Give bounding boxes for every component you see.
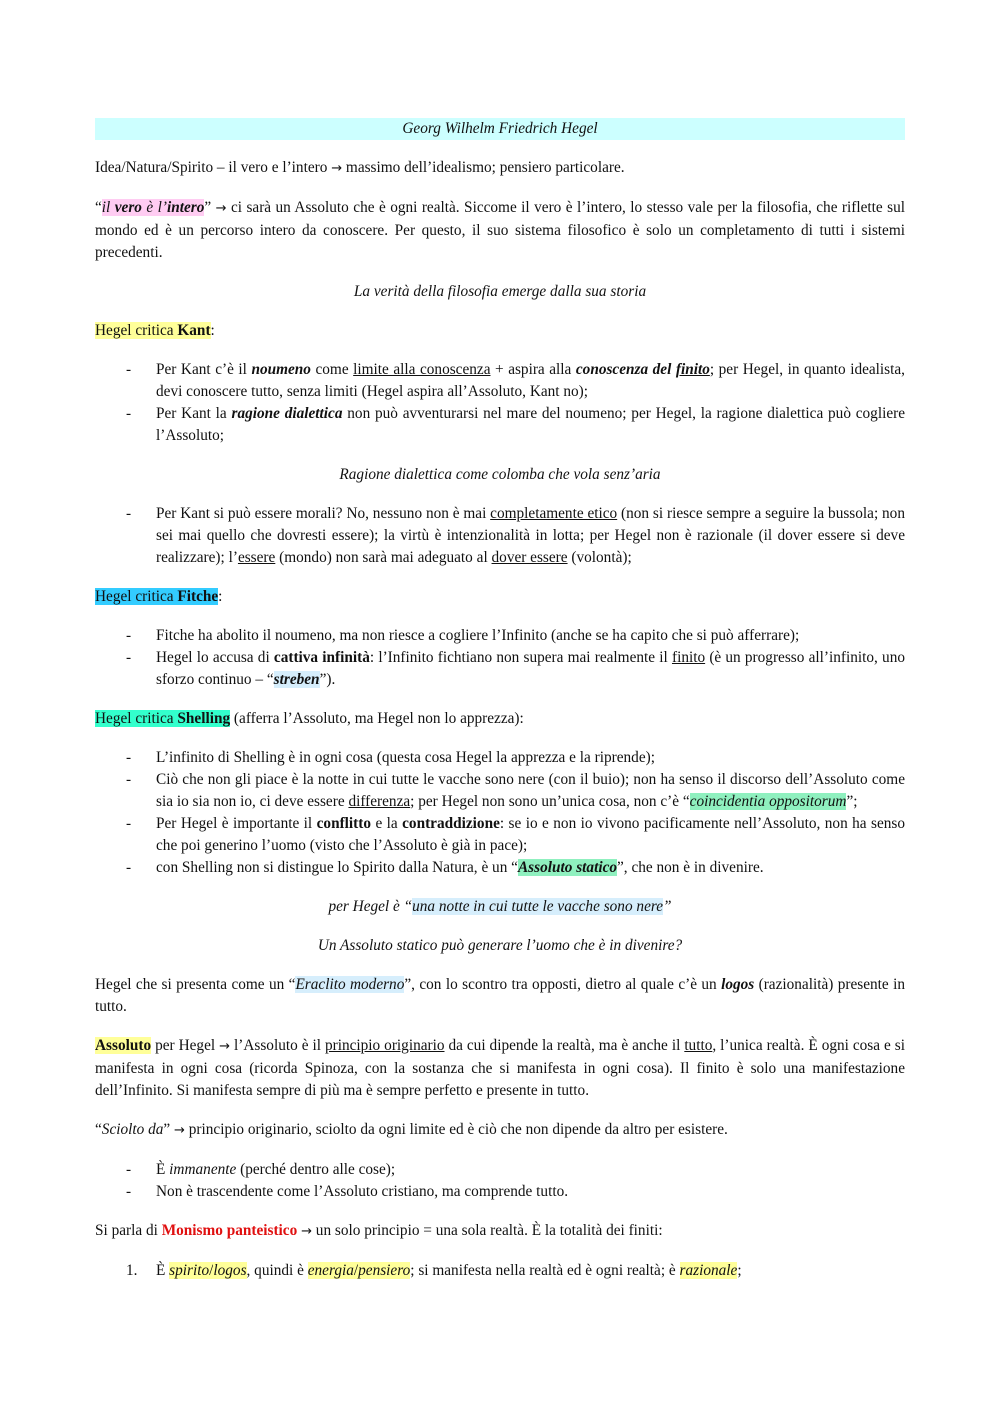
list-item: - È immanente (perché dentro alle cose); (95, 1159, 905, 1181)
arrow-icon: → (331, 161, 343, 176)
centered-quote: La verità della filosofia emerge dalla sua storia (353, 283, 647, 300)
heading-kant: Hegel critica Kant: (95, 322, 215, 339)
highlight-quote: il vero è l’intero (101, 199, 205, 216)
list-item: - Fitche ha abolito il noumeno, ma non riesce a cogliere l’Infinito (anche se ha capito che si può afferrare); (95, 625, 905, 647)
highlight-heading: Hegel critica Shelling (95, 710, 231, 727)
highlight-heading: Hegel critica Kant (95, 322, 211, 339)
list-item: - con Shelling non si distingue lo Spirito dalla Natura, è un “Assoluto statico”, che non è in divenire. (95, 857, 905, 879)
centered-quote: per Hegel è “una notte in cui tutte le vacche sono nere” (328, 898, 672, 915)
list-kant-morale (95, 503, 905, 569)
list-fichte (95, 625, 905, 691)
document-page (95, 118, 905, 1299)
heading-shelling: Hegel critica Shelling (afferra l’Assoluto, ma Hegel non lo apprezza): (95, 710, 524, 727)
list-shelling (95, 747, 905, 879)
heading-fichte: Hegel critica Fitche: (95, 588, 223, 605)
arrow-icon: → (301, 1224, 312, 1239)
list-item: - Per Hegel è importante il conflitto e la contraddizione: se io e non io vivono pacificamente nell’Assoluto, non ha senso che poi generino l’uomo (visto che l’Assoluto è già in pace); (95, 813, 905, 857)
list-item: - Per Kant c’è il noumeno come limite alla conoscenza + aspira alla conoscenza del finito; per Hegel, in quanto idealista, devi conoscere tutto, senza limiti (Hegel aspira all’Assoluto, Kant no); (95, 359, 905, 403)
arrow-icon: → (219, 1039, 231, 1054)
list-immanente (95, 1159, 905, 1203)
list-item: - Hegel lo accusa di cattiva infinità: l’Infinito fichtiano non supera mai realmente il finito (è un progresso all’infinito, uno sforzo continuo – “streben”). (95, 647, 905, 691)
centered-quote: Un Assoluto statico può generare l’uomo che è in divenire? (317, 937, 683, 954)
paragraph-intro: Idea/Natura/Spirito – il vero e l’intero → massimo dell’idealismo; pensiero particolare. (95, 159, 625, 176)
paragraph-sciolto: “Sciolto da” → principio originario, sciolto da ogni limite ed è ciò che non dipende da altro per esistere. (95, 1121, 728, 1138)
list-kant (95, 359, 905, 447)
list-item: - L’infinito di Shelling è in ogni cosa (questa cosa Hegel la apprezza e la riprende); (95, 747, 905, 769)
highlight-heading: Hegel critica Fitche (95, 588, 219, 605)
paragraph-monismo: Si parla di Monismo panteistico → un solo principio = una sola realtà. È la totalità dei finiti: (95, 1222, 663, 1239)
paragraph-vero-intero: “il vero è l’intero” → ci sarà un Assoluto che è ogni realtà. Siccome il vero è l’intero, lo stesso vale per la filosofia, che riflette sul mondo ed è un percorso intero da conoscere. Per questo, il suo sistema filosofico è solo un completamento di tutti i sistemi precedenti. (95, 199, 905, 261)
paragraph-assoluto: Assoluto per Hegel → l’Assoluto è il principio originario da cui dipende la realtà, ma è anche il tutto, l’unica realtà. È ogni cosa e si manifesta in ogni cosa (ricorda Spinoza, con la sostanza che si manifesta in ogni cosa). Il finito è solo una manifestazione dell’Infinito. Si manifesta sempre di più ma è sempre perfetto e presente in tutto. (95, 1037, 906, 1099)
list-item: - Non è trascendente come l’Assoluto cristiano, ma comprende tutto. (95, 1181, 905, 1203)
arrow-icon: → (174, 1123, 185, 1138)
list-item: - Per Kant la ragione dialettica non può avventurarsi nel mare del noumeno; per Hegel, la ragione dialettica può cogliere l’Assoluto; (95, 403, 905, 447)
centered-quote: Ragione dialettica come colomba che vola senz’aria (339, 466, 661, 483)
document-title: Georg Wilhelm Friedrich Hegel (95, 118, 905, 140)
list-item: 1. È spirito/logos, quindi è energia/pensiero; si manifesta nella realtà ed è ogni realtà; è razionale; (126, 1262, 742, 1279)
list-item: - Ciò che non gli piace è la notte in cui tutte le vacche sono nere (con il buio); non ha senso il discorso dell’Assoluto come sia io sia non io, ci deve essere differenza; per Hegel non sono un’unica cosa, non c’è “coincidentia oppositorum”; (95, 769, 905, 813)
arrow-icon: → (215, 201, 227, 216)
paragraph-eraclito: Hegel che si presenta come un “Eraclito moderno”, con lo scontro tra opposti, dietro al quale c’è un logos (razionalità) presente in tutto. (95, 976, 905, 1015)
numbered-list (95, 1260, 905, 1282)
list-item: - Per Kant si può essere morali? No, nessuno non è mai completamente etico (non si riesce sempre a seguire la bussola; non sei mai quello che dovresti essere); la virtù è intenzionalità in lotta; per Hegel non è razionale (il dover essere si deve realizzare); l’essere (mondo) non sarà mai adeguato al dover essere (volontà); (95, 503, 905, 569)
